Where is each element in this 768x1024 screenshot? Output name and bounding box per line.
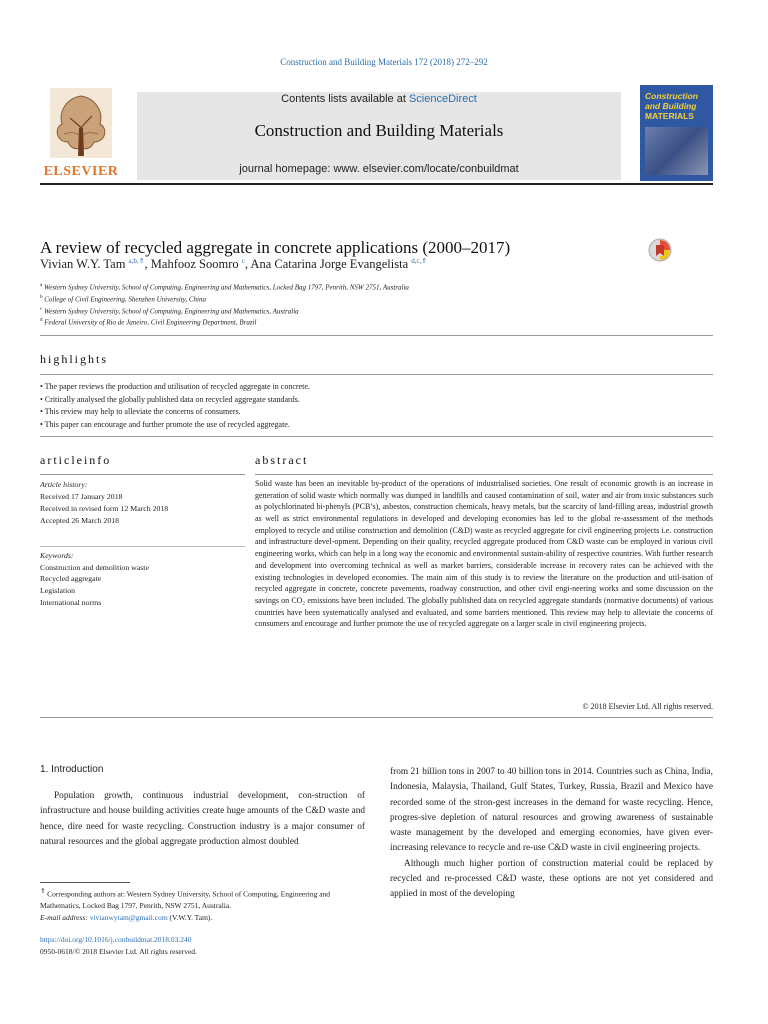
history-item: Accepted 26 March 2018 [40,516,120,525]
footnote-mark: ⇑ [40,888,46,895]
author-name: , Ana Catarina Jorge Evangelista [244,257,412,272]
affiliation-mark: d [40,318,43,324]
introduction-heading: 1. Introduction [40,764,104,775]
keywords-divider [40,546,245,547]
paper-title: A review of recycled aggregate in concrete applications (2000–2017) [40,238,511,257]
sciencedirect-link[interactable]: ScienceDirect [408,93,477,105]
affiliation-text: Western Sydney University, School of Computing, Engineering and Mathematics, Australia [43,306,299,315]
crossmark-icon[interactable] [648,238,672,262]
footnote-email-line [40,912,365,924]
keywords [40,550,149,609]
body-paragraph: from 21 billion tons in 2007 to 40 billion tons in 2014. Countries such as China, India, Indonesia, Malaysia, Thailand, Gulf States, Turkey, Russia, Brazil and Mexico have recorded some of the stron-gest increases in the demand for waste recycling. Hence, progres-sive depletion of natural resources and growing awareness of sustainable waste management by the developed and emerging economies, have given ever-increasing relevance to recycle and re-use C&D waste in civil engineering projects. [390,767,713,854]
footnote-divider [40,882,130,883]
journal-title: Construction and Building Materials [254,121,504,140]
abstract-copyright: © 2018 Elsevier Ltd. All rights reserved. [582,702,713,711]
highlight-item: • Critically analysed the globally published data on recycled aggregate standards. [40,394,300,404]
highlights-bottom-divider [40,436,713,437]
highlight-item: • This paper can encourage and further promote the use of recycled aggregate. [40,420,290,430]
author-affiliation-mark[interactable]: c [241,257,245,265]
highlight-text: Critically analysed the globally published data on recycled aggregate standards. [44,394,300,404]
issn-line: 0950-0618/© 2018 Elsevier Ltd. All rights reserved. [40,947,197,956]
article-history [40,479,168,527]
contents-prefix: Contents lists available at [281,93,409,105]
highlight-item: • This review may help to alleviate the concerns of consumers. [40,407,241,417]
email-label: E-mail address: [40,912,90,922]
abstract-heading: abstract [255,453,309,467]
highlights-heading: highlights [40,352,109,366]
header-divider [40,183,713,185]
cover-subtitle: MATERIALS [645,111,694,121]
journal-cover-thumbnail[interactable] [640,85,713,181]
email-link[interactable]: vivianwytam@gmail.com [89,912,168,922]
author-list [40,257,427,272]
footnote-text-line [40,886,365,912]
keyword-item: International norms [40,597,102,607]
highlights-list [40,381,310,432]
contents-availability-line [137,93,621,105]
affiliation-item [40,281,409,293]
article-info-heading: articleinfo [40,453,112,467]
affiliation-mark: c [40,306,43,312]
email-suffix: (V.W.Y. Tam). [167,912,213,922]
highlight-text: This paper can encourage and further promote the use of recycled aggregate. [44,420,290,430]
author-name: , Mahfooz Soomro [144,257,242,272]
homepage-url-link[interactable]: www. elsevier.com/locate/conbuildmat [333,163,519,175]
affiliation-mark: a [40,283,43,288]
right-column-text [390,765,713,903]
abstract-divider [255,474,713,475]
elsevier-wordmark: ELSEVIER [43,164,119,179]
highlight-item: • The paper reviews the production and utilisation of recycled aggregate in concrete. [40,382,310,391]
highlight-text: This review may help to alleviate the concerns of consumers. [44,407,241,417]
affiliation-text: Western Sydney University, School of Computing, Engineering and Mathematics, Locked Bag 1797, Penrith, NSW 2751, Australia [43,283,409,292]
corresponding-author-footnote [40,886,365,923]
author-affiliation-mark[interactable]: d,c,⇑ [411,257,428,265]
affiliation-text: College of Civil Engineering, Shenzhen University, China [44,295,207,304]
affiliation-list [40,281,409,328]
homepage-prefix: journal homepage: [239,163,334,175]
affiliation-item [40,293,409,305]
footnote-text: Corresponding authors at: Western Sydney University, School of Computing, Engineering and Mathematics, Locked Bag 1797, Penrith, NSW 2751, Australia. [40,889,331,910]
abstract-body: Solid waste has been an inevitable by-product of the operations of industrialised societies. One result of economic growth is an increase in generation of solid waste which normally was dumped in landfills and caused contamination of soil, water and air from toxic substances such as polychlorinated bi-phenyls (PCB’s), asbestos, construction chemicals, heavy metals, but the scarcity of land-filling areas, industrial growth as well as strict environmental regulations in developed and developing economies has led to the global re-assessment of the methods employed to recycle and utilise construction and demolition (C&D) waste as recycled aggregate for civil engineering projects i.e. construction and infrastructure devel-opment. Depending on their quality, recycled aggregate produced from C&D waste can be employed in various civil engineering works, which can help in a long way the economic and environmental sustain-ability of respective countries. With further research and development into overcoming technical as well as market barriers, considerable increase in recovery rates can be achieved with the existing technologies in developed economies. The main aim of this study is to review the literature on the production and util-isation of recycled aggregate in concrete, concrete pavements, roadway construction, and other civil engi-neering works and some discussion on the savings on CO₂ emissions have been included. The globally published data on recycled aggregate standards (normative documents) of various countries have been systematically analysed and evaluated, and some barriers mentioned. This review may help to alleviate the concerns of consumers and encourage and further promote the use of recycled aggregate on a larger scale in civil engineering projects. [255,479,713,629]
affiliations-divider [40,335,713,336]
journal-reference-link[interactable]: Construction and Building Materials 172 (2018) 272–292 [280,57,488,67]
highlights-top-divider [40,374,713,375]
author-affiliation-mark[interactable]: a,b,⇑ [128,257,145,265]
affiliation-item [40,316,409,328]
keywords-label: Keywords: [40,551,74,560]
affiliation-text: Federal University of Rio de Janeiro, Civil Engineering Department, Brazil [44,318,257,327]
keyword-item: Construction and demolition waste [40,562,149,572]
affiliation-mark: b [40,294,43,300]
introduction-paragraph: Population growth, continuous industrial development, con-struction of infrastructure and house building activities create huge amounts of the C&D waste and hence, dire need for waste recycling. Construction industry is a major consumer of natural resources and the global aggregate production almost doubled [40,791,365,847]
highlight-text: The paper reviews the production and utilisation of recycled aggregate in concrete. [44,382,310,391]
history-item: Received in revised form 12 March 2018 [40,504,169,513]
history-item: Received 17 January 2018 [40,492,123,501]
journal-homepage-line [137,163,621,175]
doi-link[interactable]: https://doi.org/10.1016/j.conbuildmat.2018.03.240 [40,935,192,944]
keyword-item: Recycled aggregate [40,574,102,584]
keyword-item: Legislation [40,586,76,596]
cover-title: Construction and Building [645,91,698,111]
body-paragraph: Although much higher portion of construction material could be replaced by recycled and re-processed C&D waste, these options are not yet considered and applied in most of the developing [390,858,713,900]
author-name: Vivian W.Y. Tam [40,257,129,272]
affiliation-item [40,305,409,317]
article-info-divider [40,474,245,475]
abstract-bottom-divider [40,717,713,718]
history-label: Article history: [40,480,88,489]
cover-image [645,127,708,175]
